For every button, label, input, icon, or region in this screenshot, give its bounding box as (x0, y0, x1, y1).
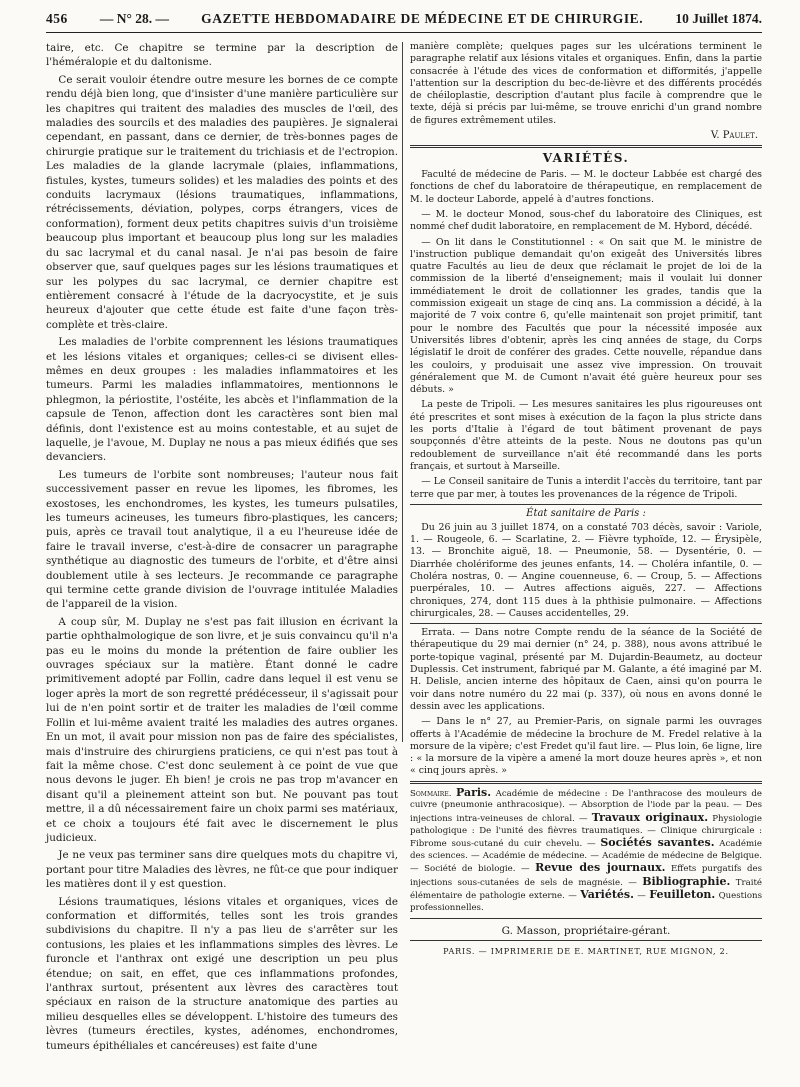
summary-section: Travaux originaux. (591, 810, 709, 824)
column-divider (402, 42, 403, 742)
paragraph: Les tumeurs de l'orbite sont nombreuses; l'auteur nous fait successivement passer en revue les lipomes, les fibromes, les exostoses, les enchondromes, les kystes, les tumeurs pulsatiles, les tumeurs acineuses, les tumeurs fibro-plastiques, les cancers; puis, après ce travail tout analytique, il a eu l'heureuse idée de faire le travail inverse, c'est-à-dire de consacrer un paragraphe synthétique au diagnostic des tumeurs de l'orbite, et d'être ainsi doublement utile à ses lecteurs. Je recommande ce paragraphe qui termine cette grande division de l'ouvrage intitulée Maladies de l'appareil de la vision. (46, 468, 398, 611)
review-signature: V. Paulet. (710, 130, 758, 142)
header-rule (46, 32, 762, 33)
etat-sanitaire-text: Du 26 juin au 3 juillet 1874, on a constaté 703 décès, savoir : Variole, 1. — Rougeole, 6. — Scarlatine, 2. — Fièvre typhoïde, 12. — Érysipèle, 13. — Bronchite aiguë, 18. — Pneumonie, 58. — Dysentérie, 0. — Diarrhée cholériforme des jeunes enfants, 14. — Choléra infantile, 0. — Choléra nostras, 0. — Angine couenneuse, 6. — Croup, 5. — Affections puerpérales, 10. — Autres affections aiguës, 227. — Affections chroniques, 274, dont 115 dues à la phthisie pulmonaire. — Affections chirurgicales, 28. — Causes accidentelles, 29. (410, 521, 762, 619)
summary-items: Traité élémentaire de pathologie externe. — (410, 877, 763, 902)
page-number: 456 (46, 11, 68, 26)
summary-section: Sociétés savantes. (600, 836, 715, 850)
section-rule (410, 940, 762, 941)
paragraph: Les maladies de l'orbite comprennent les lésions traumatiques et les lésions vitales et organiques; celles-ci se divisent elles-mêmes en deux groupes : les maladies inflammatoires et les tumeurs. Parmi les maladies inflammatoires, mentionnons le phlegmon, la périostite, l'ostéite, les abcès et l'inflammation de la capsule de Tenon, affection dont les caractères sont bien mal définis, dont l'existence est au moins contestable, et au sujet de laquelle, je l'avoue, M. Duplay ne nous a pas mieux édifiés que ses devanciers. (46, 336, 398, 464)
summary-block (410, 787, 762, 915)
news-item: Faculté de médecine de Paris. — M. le docteur Labbée est chargé des fonctions de chef du laboratoire de thérapeutique, en remplacement de M. le docteur Laborde, appelé à d'autres fonctions. (410, 169, 762, 205)
summary-items: Physiologie pathologique : De l'unité des fièvres traumatiques. — Clinique chirurgicale : Fibrome sous-cutané du cuir chevelu. — (410, 813, 762, 850)
news-item: — M. le docteur Monod, sous-chef du laboratoire des Cliniques, est nommé chef dudit laboratoire, en remplacement de M. Hybord, décédé. (410, 208, 762, 233)
news-item: La peste de Tripoli. — Les mesures sanitaires les plus rigoureuses ont été prescrites et sont mises à exécution de la façon la plus stricte dans les ports d'Italie à l'égard de tout bâtiment provenant de pays soupçonnés d'être atteints de la peste. Nous ne doutons pas qu'un redoublement de surveillance n'ait été recommandé dans les ports français, et surtout à Marseille. (410, 399, 762, 472)
summary-section: Paris. (455, 785, 492, 799)
section-rule (410, 504, 762, 505)
summary-items: Effets purgatifs des injections sous-cutanées de sels de magnésie. — (410, 864, 762, 888)
news-item: — On lit dans le Constitutionnel : « On sait que M. le ministre de l'instruction publique demandait qu'on exigeât des Universités libres quatre Facultés au lieu de deux que réclamait le projet de loi de la commission de la liberté d'enseignement; mais il voulait lui donner immédiatement le droit de collationner les grades, tandis que la commission exigeait un stage de cinq ans. La commission a décidé, à la majorité de 7 voix contre 6, qu'elle maintenait son projet primitif, tant pour le nombre des Facultés que pour la nécessité imposée aux Universités libres d'obtenir, après les cinq années de stage, du Corps législatif le droit de conférer des grades. Cette nouvelle, répandue dans les couloirs, y produisait une assez vive impression. On trouvait généralement que M. de Cumont n'avait été guère heureux pour ses débuts. » (410, 236, 762, 396)
publisher-gerant: G. Masson, propriétaire-gérant. (501, 924, 671, 937)
summary-section: Revue des journaux. (535, 861, 666, 875)
errata-item: Errata. — Dans notre Compte rendu de la séance de la Société de thérapeutique du 29 mai dernier (n° 24, p. 388), nous avons attribué le porte-topique vaginal, présenté par M. Dujardin-Beaumetz, au docteur Duplessis. Cet instrument, fabriqué par M. Galante, a été imaginé par M. H. Delisle, ancien interne des hôpitaux de Caen, ainsi qu'on pourra le voir dans notre numéro du 22 mai (p. 337), où nous en avons donné le dessin avec les applications. (410, 627, 762, 712)
right-column (410, 41, 762, 1056)
paragraph: A coup sûr, M. Duplay ne s'est pas fait illusion en écrivant la partie ophthalmologique de son livre, et je suis convaincu qu'il n'a pas eu le moins du monde la prétention de faire oublier les ouvrages spéciaux sur la matière. Étant donné le cadre primitivement adopté par Follin, cadre dans lequel il est venu se loger après la mort de son regretté prédécesseur, il s'agissait pour lui de n'en point sortir et de traiter les maladies de l'œil comme Follin et lui-même avaient traité les maladies des autres organes. En un mot, il avait pour mission non pas de faire des spécialistes, mais d'instruire des chirurgiens praticiens, ce qui n'est pas tout à fait la même chose. C'est donc seulement à ce point de vue que nous devons le juger. Eh bien! je crois ne pas trop m'avancer en disant qu'il a pleinement atteint son but. Ne pouvant pas tout mettre, il a dû nécessairement faire un choix parmi ses matériaux, et ce choix a toujours été fait avec le discernement le plus judicieux. (46, 615, 398, 844)
summary-items: — (633, 891, 650, 902)
paragraph: Je ne veux pas terminer sans dire quelques mots du chapitre vi, portant pour titre Maladies des lèvres, ne fût-ce que pour indiquer les matières dont il y est question. (46, 849, 398, 891)
paragraph: Lésions traumatiques, lésions vitales et organiques, vices de conformation et difformités, telles sont les trois grandes subdivisions du chapitre. Il n'y a pas lieu de s'arrêter sur les contusions, les plaies et les inflammations simples des lèvres. Le furoncle et l'anthrax ont exigé une description un peu plus étendue; on sait, en effet, que ces inflammations profondes, l'anthrax surtout, présentent aux lèvres des caractères tout spéciaux en raison de la structure anatomique des parties au milieu desquelles elles se développent. L'histoire des tumeurs des lèvres (tumeurs érectiles, kystes, adénomes, enchondromes, tumeurs épithéliales et cancéreuses) est faite d'une (46, 895, 398, 1052)
summary-items: Questions professionnelles. (410, 891, 762, 914)
varietes-heading: VARIÉTÉS. (542, 151, 630, 166)
news-item: — Le Conseil sanitaire de Tunis a interdit l'accès du territoire, tant par terre que par mer, à toutes les provenances de la régence de Tripoli. (410, 476, 762, 500)
summary-text (410, 787, 762, 915)
section-rule (410, 145, 762, 148)
issue-date: 10 Juillet 1874. (675, 11, 762, 26)
review-conclusion: manière complète; quelques pages sur les ulcérations terminent le paragraphe relatif aux lésions vitales et organiques. Enfin, dans la partie consacrée à l'étude des vices de conformation et difformités, j'appelle l'attention sur la description du bec-de-lièvre et des différents procédés de chéiloplastie, description d'autant plus facile à comprendre que le texte, déjà si précis par lui-même, se trouve enrichi d'un grand nombre de figures extrêmement utiles. (410, 41, 762, 126)
paragraph: taire, etc. Ce chapitre se termine par la description de l'héméralopie et du daltonisme. (46, 42, 398, 69)
left-column (46, 41, 398, 1056)
summary-items: Académie de médecine : De l'anthracose des mouleurs de cuivre (pneumonie anthracosique). — Absorption de l'iode par la peau. — Des injections intra-veineuses de chloral. — (410, 788, 762, 824)
page-header (46, 6, 762, 32)
section-rule (410, 918, 762, 919)
section-rule (410, 781, 762, 784)
summary-section: Feuilleton. (649, 888, 716, 902)
journal-title: GAZETTE HEBDOMADAIRE DE MÉDECINE ET DE CHIRURGIE. (201, 11, 644, 26)
errata-item: — Dans le n° 27, au Premier-Paris, on signale parmi les ouvrages offerts à l'Académie de médecine la brochure de M. Fredel relative à la morsure de la vipère; c'est Fredet qu'il faut lire. — Plus loin, 6e ligne, lire : « la morsure de la vipère a amené la mort douze heures après », et non « cinq jours après. » (410, 716, 762, 777)
printer-line: PARIS. — IMPRIMERIE DE E. MARTINET, RUE MIGNON, 2. (443, 946, 729, 956)
summary-section: Variétés. (580, 888, 634, 902)
summary-section: Bibliographie. (642, 874, 731, 888)
etat-sanitaire-heading: État sanitaire de Paris : (526, 507, 646, 519)
summary-items: Académie des sciences. — Académie de médecine. — Académie de médecine de Belgique. — Société de biologie. — (410, 839, 762, 875)
issue-number: — N° 28. — (99, 11, 170, 26)
section-rule (410, 623, 762, 624)
summary-label: Sommaire. (410, 788, 456, 799)
paragraph: Ce serait vouloir étendre outre mesure les bornes de ce compte rendu déjà bien long, que d'insister d'une manière particulière sur les chapitres qui traitent des maladies des muscles de l'œil, des maladies des sourcils et des maladies des paupières. Je signalerai cependant, en passant, dans ce dernier, de très-bonnes pages de chirurgie pratique sur le traitement du trichiasis et de l'ectropion. Les maladies de la glande lacrymale (plaies, inflammations, fistules, kystes, tumeurs solides) et les maladies des points et des conduits lacrymaux (lésions traumatiques, inflammations, rétrécissements, déviation, polypes, corps étrangers, vices de conformation), forment deux petits chapitres suivis d'un troisième beaucoup plus important et beaucoup plus long sur les maladies du sac lacrymal et du canal nasal. Je n'ai pas besoin de faire observer que, sauf quelques pages sur les lésions traumatiques et sur les polypes du sac lacrymal, ce dernier chapitre est entièrement consacré à l'étude de la dacryocystite, et je suis heureux d'ajouter que cette étude est faite d'une façon très-complète et très-claire. (46, 73, 398, 331)
columns (46, 41, 762, 1056)
